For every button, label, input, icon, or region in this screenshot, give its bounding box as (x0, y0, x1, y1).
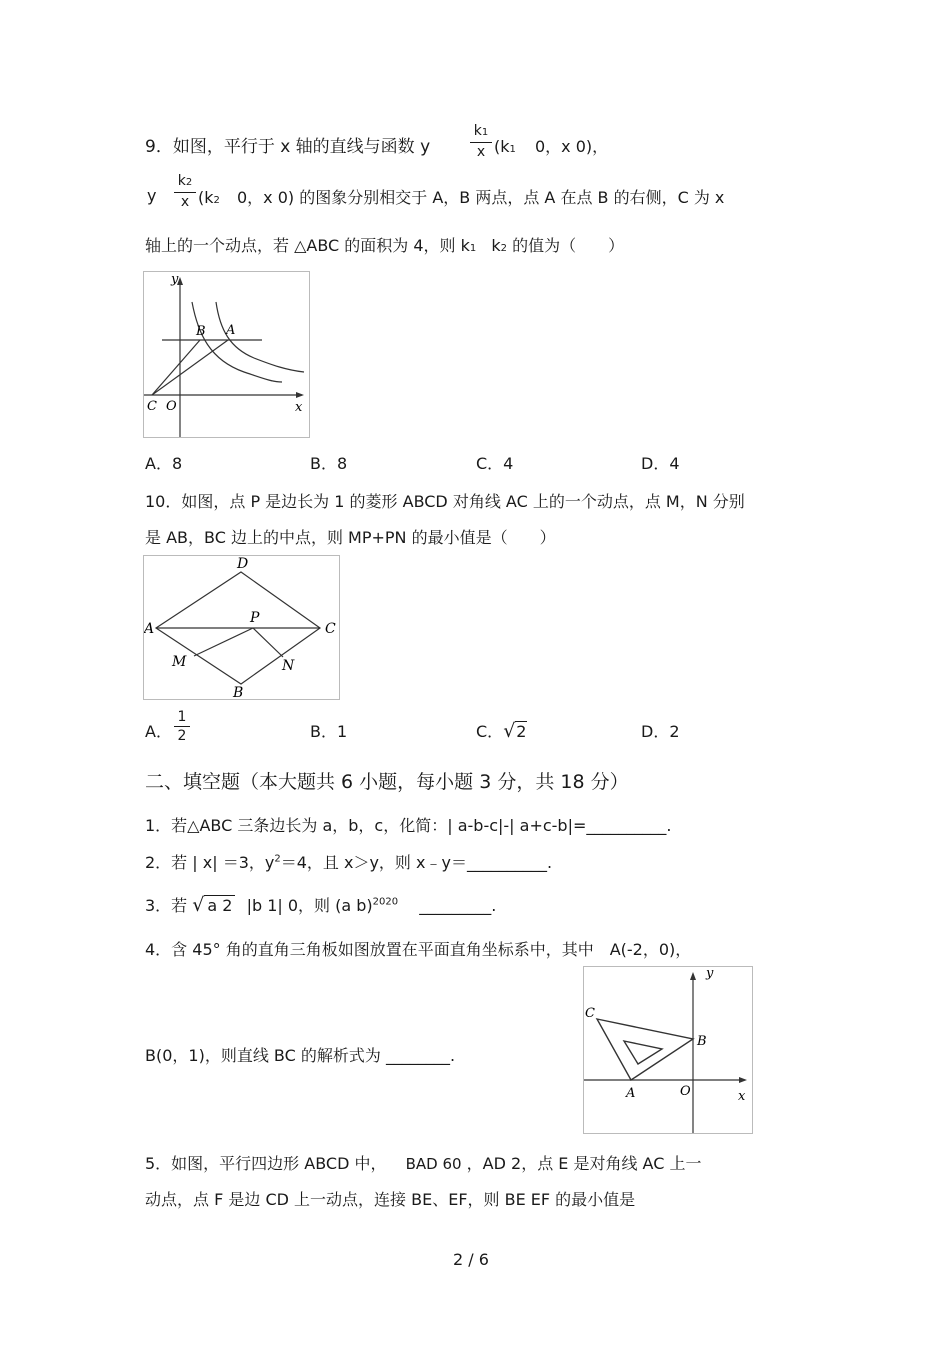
q10-label-a: A (144, 621, 155, 637)
q4-label-o: O (680, 1084, 691, 1099)
fill-q4-line2: B(0，1)，则直线 BC 的解析式为 ________. (145, 1046, 456, 1065)
q10-line1: 10．如图，点 P 是边长为 1 的菱形 ABCD 对角线 AC 上的一个动点，点 M，N 分别 (145, 492, 745, 511)
q10-line2: 是 AB，BC 边上的中点，则 MP+PN 的最小值是（ ） (145, 528, 556, 547)
fill-q5-line2: 动点，点 F 是边 CD 上一动点，连接 BE、EF，则 BE EF 的最小值是 (145, 1190, 636, 1209)
q10-option-c-radicand: 2 (516, 722, 527, 741)
q9-line3: 轴上的一个动点，若 △ABC 的面积为 4，则 k1 k2 的值为（ ） (145, 236, 625, 255)
q4-label-a: A (626, 1086, 636, 1101)
q4-label-x: x (738, 1089, 746, 1104)
q10-option-a-fraction: 1 2 (174, 708, 190, 745)
q9-label-x: x (295, 400, 303, 415)
section-2-title: 二、填空题（本大题共 6 小题，每小题 3 分，共 18 分） (145, 771, 629, 793)
q9-line1-text: 9．如图，平行于 x 轴的直线与函数 y (145, 137, 431, 157)
q10-label-p: P (250, 610, 260, 626)
q9-frac1-num-sub: 1 (481, 127, 489, 138)
q4-figure (583, 966, 753, 1134)
q9-fraction-2: k2 x (174, 172, 196, 211)
q9-option-b[interactable]: B．8 (310, 454, 348, 473)
q10-segment-pn (253, 628, 283, 657)
q4-label-c: C (585, 1006, 595, 1021)
q9-segment-cb (152, 340, 200, 395)
q9-line1-cont: (k1 0，x 0)， (494, 137, 609, 156)
q9-frac1-num: k (473, 123, 482, 139)
q10-option-b[interactable]: B．1 (310, 722, 348, 741)
q10-rhombus (144, 556, 339, 699)
q9-label-y: y (171, 272, 179, 287)
q4-label-y: y (706, 967, 714, 981)
q9-label-o: O (166, 399, 177, 414)
q10-option-c[interactable]: C．√2 (476, 720, 527, 742)
fill-q4-line1: 4．含 45° 角的直角三角板如图放置在平面直角坐标系中，其中 A(-2，0)， (145, 940, 692, 959)
q10-label-m: M (172, 654, 187, 670)
q4-graph (584, 967, 752, 1133)
q9-frac1-den: x (476, 144, 486, 160)
q9-curve-k2 (192, 302, 282, 382)
q9-option-d[interactable]: D．4 (641, 454, 680, 473)
q10-segment-mp (194, 628, 253, 656)
q9-fraction-1 (470, 122, 492, 161)
q10-label-c: C (325, 621, 336, 637)
fill-q5-line1: 5．如图，平行四边形 ABCD 中， BAD 60 ，AD 2，点 E 是对角线 AC 上一 (145, 1154, 702, 1173)
page-number: 2 / 6 (453, 1250, 489, 1269)
q9-label-a: A (226, 323, 236, 338)
q9-line2-cont: (k2 0，x 0) 的图象分别相交于 A，B 两点，点 A 在点 B 的右侧，C 为 x (198, 188, 725, 207)
fill-q3-radicand: a 2 (204, 895, 235, 915)
q10-option-d[interactable]: D．2 (641, 722, 680, 741)
fill-q2: 2．若 | x| ＝3，$y^2=4$，且 x＞y，则 x﹣y＝__________. (145, 853, 553, 872)
q10-figure (143, 555, 340, 700)
q4-y-arrow (690, 972, 696, 980)
q9-segment-ca (152, 340, 228, 395)
q4-triangle-inner (624, 1041, 662, 1064)
q9-label-c: C (147, 399, 157, 414)
q9-x-arrow (296, 392, 304, 398)
q9-label-b: B (196, 324, 206, 339)
q9-graph (144, 272, 309, 437)
q9-option-c[interactable]: C．4 (476, 454, 514, 473)
q9-option-a[interactable]: A．8 (145, 454, 183, 473)
fill-q3: 3．若 √ a 2 |b 1| 0，则 (a b)$^{2020}$ _________. (145, 894, 497, 916)
q9-line2-y: y (147, 186, 157, 205)
q10-label-d: D (237, 556, 249, 572)
q4-label-b: B (697, 1034, 707, 1049)
fill-q1: 1．若△ABC 三条边长为 a，b，c，化简：| a-b-c|-| a+c-b|=__________. (145, 816, 672, 835)
q9-figure (143, 271, 310, 438)
q4-x-arrow (739, 1077, 747, 1083)
q10-label-n: N (282, 658, 295, 674)
q10-label-b: B (233, 685, 244, 699)
q10-option-a[interactable]: A． (145, 722, 172, 741)
q4-triangle-outer (597, 1019, 693, 1080)
